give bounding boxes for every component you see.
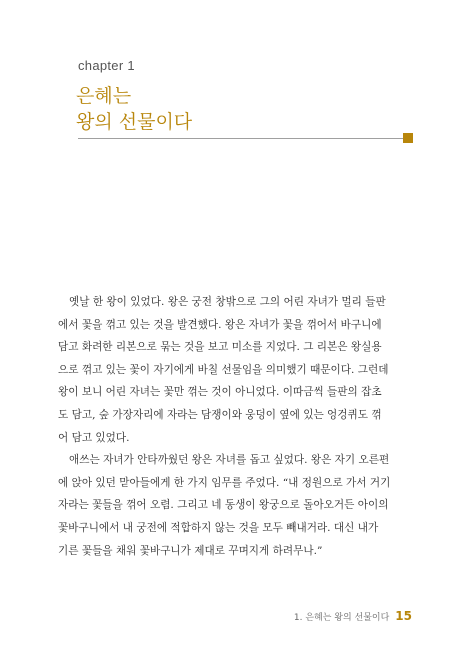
title-divider [78,138,413,139]
divider-square-ornament [403,133,413,143]
chapter-label: chapter 1 [78,58,135,73]
page-number: 15 [395,609,412,623]
body-line: 꽃바구니에서 내 궁전에 적합하지 않는 것을 모두 빼내거라. 대신 내가 [58,521,379,534]
body-line: 담고 화려한 리본으로 묶는 것을 보고 미소를 지었다. 그 리본은 왕실용 [58,341,382,354]
chapter-title-line-2: 왕의 선물이다 [76,111,193,133]
body-line: 으로 꺾고 있는 꽃이 자기에게 바칠 선물임을 의미했기 때문이다. 그런데 [58,363,389,376]
page-footer [294,609,412,623]
body-line: 애쓰는 자녀가 안타까웠던 왕은 자녀를 돕고 싶었다. 왕은 자기 오른편 [69,454,390,467]
body-line: 어 담고 있었다. [58,431,130,444]
chapter-title [76,83,192,135]
body-line: 에서 꽃을 꺾고 있는 것을 발견했다. 왕은 자녀가 꽃을 꺾어서 바구니에 [58,318,382,331]
body-line: 에 앉아 있던 맏아들에게 한 가지 임무를 주었다. “내 정원으로 가서 거기 [58,476,391,489]
chapter-title-line-1: 은혜는 [76,85,132,107]
body-line: 옛날 한 왕이 있었다. 왕은 궁전 창밖으로 그의 어린 자녀가 멀리 들판 [69,296,386,308]
body-line: 자라는 꽃들을 꺾어 오렴. 그리고 네 동생이 왕궁으로 돌아오거든 아이의 [58,499,389,512]
body-line: 기른 꽃들을 채워 꽃바구니가 제대로 꾸며지게 하려무나.” [58,544,323,557]
body-line: 도 담고, 숲 가장자리에 자라는 담쟁이와 웅덩이 옆에 있는 엉겅퀴도 꺾 [58,408,382,421]
body-text [58,291,430,562]
body-line: 왕이 보니 어린 자녀는 꽃만 꺾는 것이 아니었다. 이따금씩 들판의 잡초 [58,386,382,399]
running-title: 1. 은혜는 왕의 선물이다 [293,613,390,623]
